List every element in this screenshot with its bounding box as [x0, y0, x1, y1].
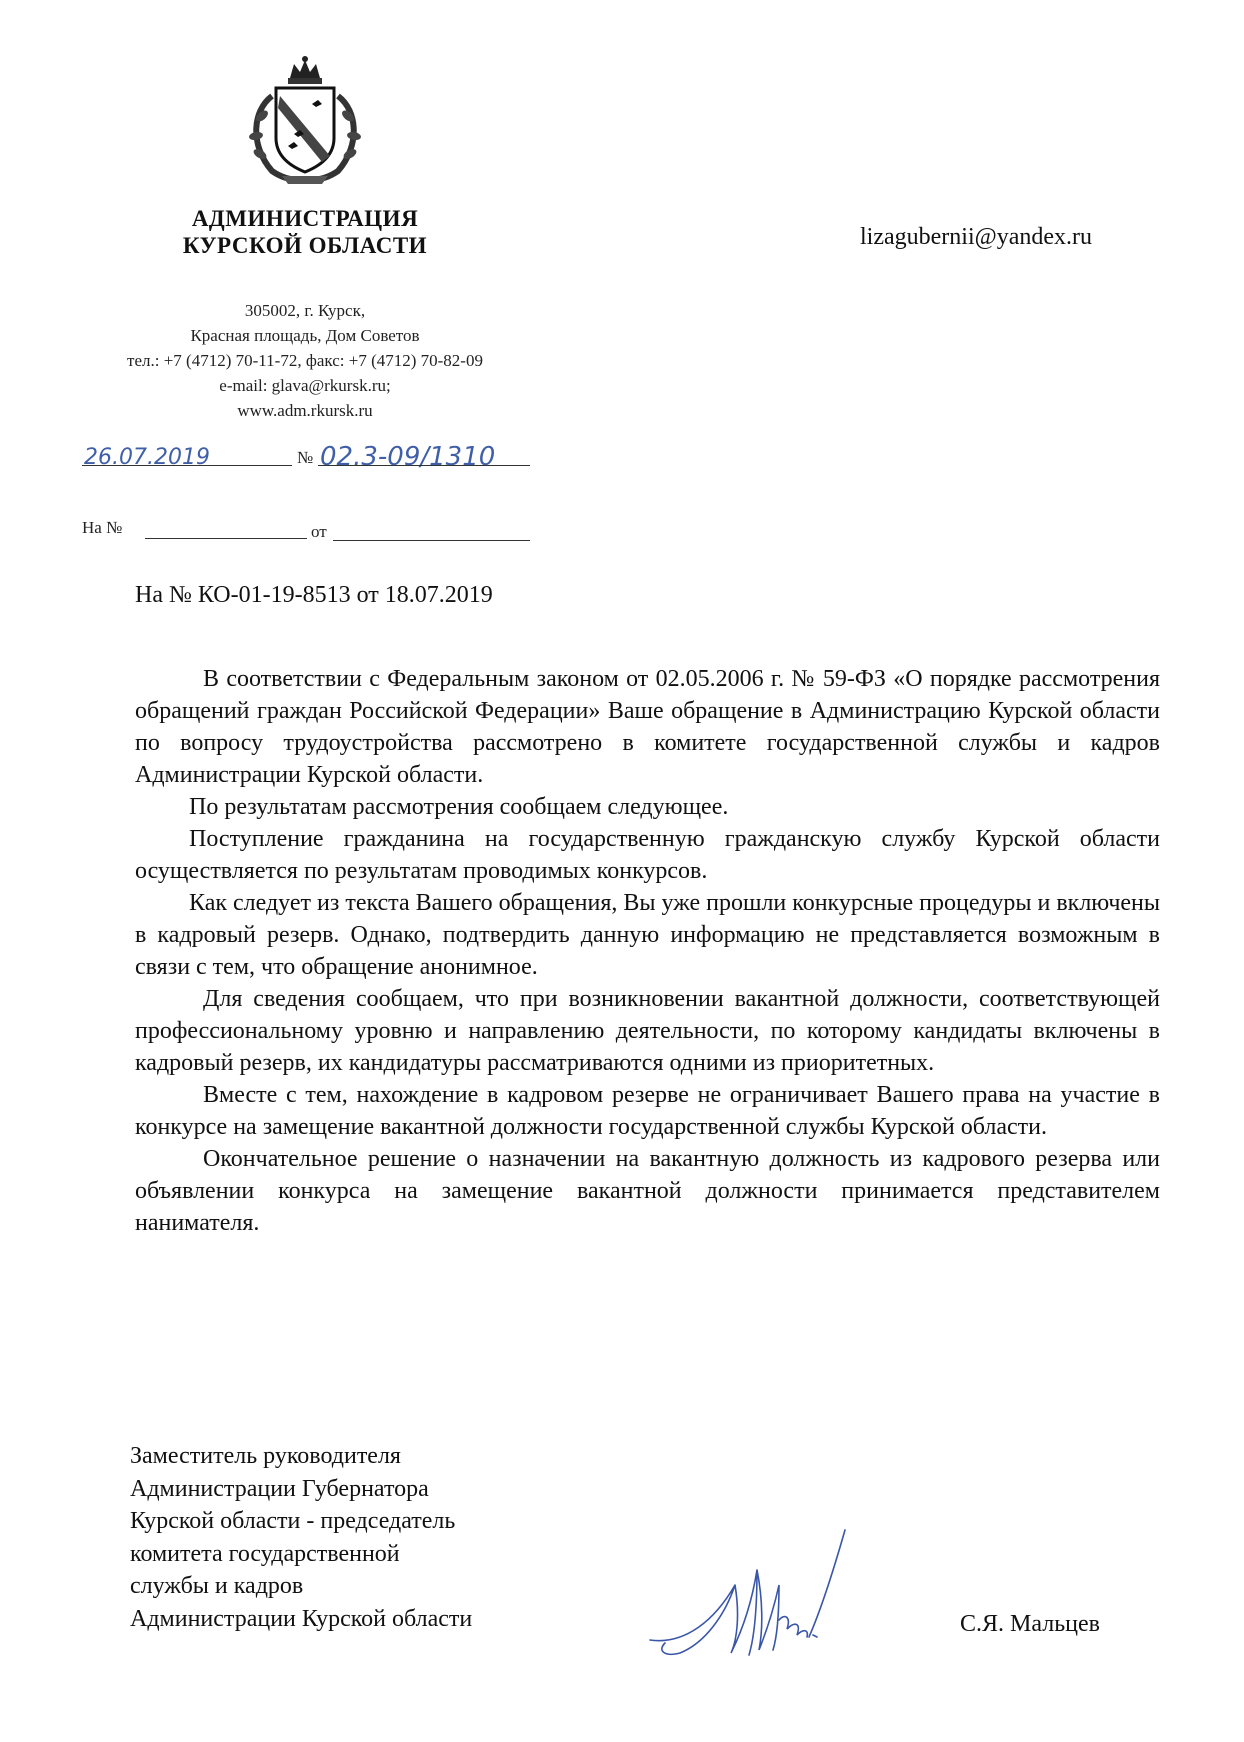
website-line: www.adm.rkursk.ru — [237, 401, 373, 420]
address-line: Красная площадь, Дом Советов — [190, 326, 420, 345]
signatory-title-line: Заместитель руководителя — [130, 1443, 401, 1469]
body-paragraph: Для сведения сообщаем, что при возникновении вакантной должности, соответствующей профессиональному уровню и направлению деятельности, по которому кандидаты включены в кадровый резерв, их кандидатуры рассматриваются одними из приоритетных. — [135, 986, 1160, 1076]
email-line: e-mail: glava@rkursk.ru; — [219, 376, 391, 395]
letter-body — [135, 663, 1160, 1239]
reference-line: На № КО-01-19-8513 от 18.07.2019 — [135, 582, 493, 608]
signatory-title — [130, 1440, 472, 1635]
signatory-title-line: Администрации Курской области — [130, 1605, 473, 1632]
handwritten-signature-icon — [645, 1525, 905, 1665]
signatory-name: С.Я. Мальцев — [960, 1611, 1100, 1637]
body-paragraph: Как следует из текста Вашего обращения, Вы уже прошли конкурсные процедуры и включены в кадровый резерв. Однако, подтвердить данную информацию не представляется возможным в связи с тем, что обращение анонимное. — [135, 890, 1161, 980]
registration-number: 02.3-09/1310 — [320, 442, 496, 472]
body-paragraph: Окончательное решение о назначении на вакантную должность из кадрового резерва или объявлении конкурса на замещение вакантной должности принимается представителем нанимателя. — [135, 1146, 1160, 1236]
reply-to-number-blank — [145, 538, 307, 539]
signatory-title-line: службы и кадров — [130, 1573, 304, 1599]
coat-of-arms-icon — [242, 56, 368, 186]
body-paragraph: Вместе с тем, нахождение в кадровом резерве не ограничивает Вашего права на участие в конкурсе на замещение вакантной должности государственной службы Курской области. — [135, 1082, 1160, 1140]
signatory-title-line: Администрации Губернатора — [130, 1475, 429, 1502]
from-date-blank — [333, 540, 530, 541]
body-paragraph: Поступление гражданина на государственную гражданскую службу Курской области осуществляется по результатам проводимых конкурсов. — [135, 826, 1160, 884]
signatory-title-line: Курской области - председатель — [130, 1508, 456, 1534]
reply-to-label: На № — [82, 518, 123, 537]
number-underline — [318, 465, 530, 466]
organization-name — [150, 205, 460, 259]
body-paragraph: По результатам рассмотрения сообщаем следующее. — [189, 794, 729, 820]
address-line: 305002, г. Курск, — [244, 301, 366, 320]
signatory-title-line: комитета государственной — [130, 1540, 400, 1567]
organization-line-1: АДМИНИСТРАЦИЯ — [191, 206, 419, 231]
registration-date: 26.07.2019 — [84, 445, 210, 470]
from-label: от — [311, 522, 327, 541]
organization-address — [80, 298, 530, 423]
recipient-email: lizagubernii@yandex.ru — [860, 224, 1093, 250]
number-label: № — [297, 448, 314, 467]
phone-fax-line: тел.: +7 (4712) 70-11-72, факс: +7 (4712) 70-82-09 — [127, 351, 483, 370]
organization-line-2: КУРСКОЙ ОБЛАСТИ — [182, 233, 428, 258]
date-underline — [82, 465, 292, 466]
body-paragraph: В соответствии с Федеральным законом от 02.05.2006 г. № 59-ФЗ «О порядке рассмотрения обращений граждан Российской Федерации» Ваше обращение в Администрацию Курской области по вопросу трудоустройства рассмотрено в комитете государственной службы и кадров Администрации Курской области. — [135, 666, 1160, 788]
